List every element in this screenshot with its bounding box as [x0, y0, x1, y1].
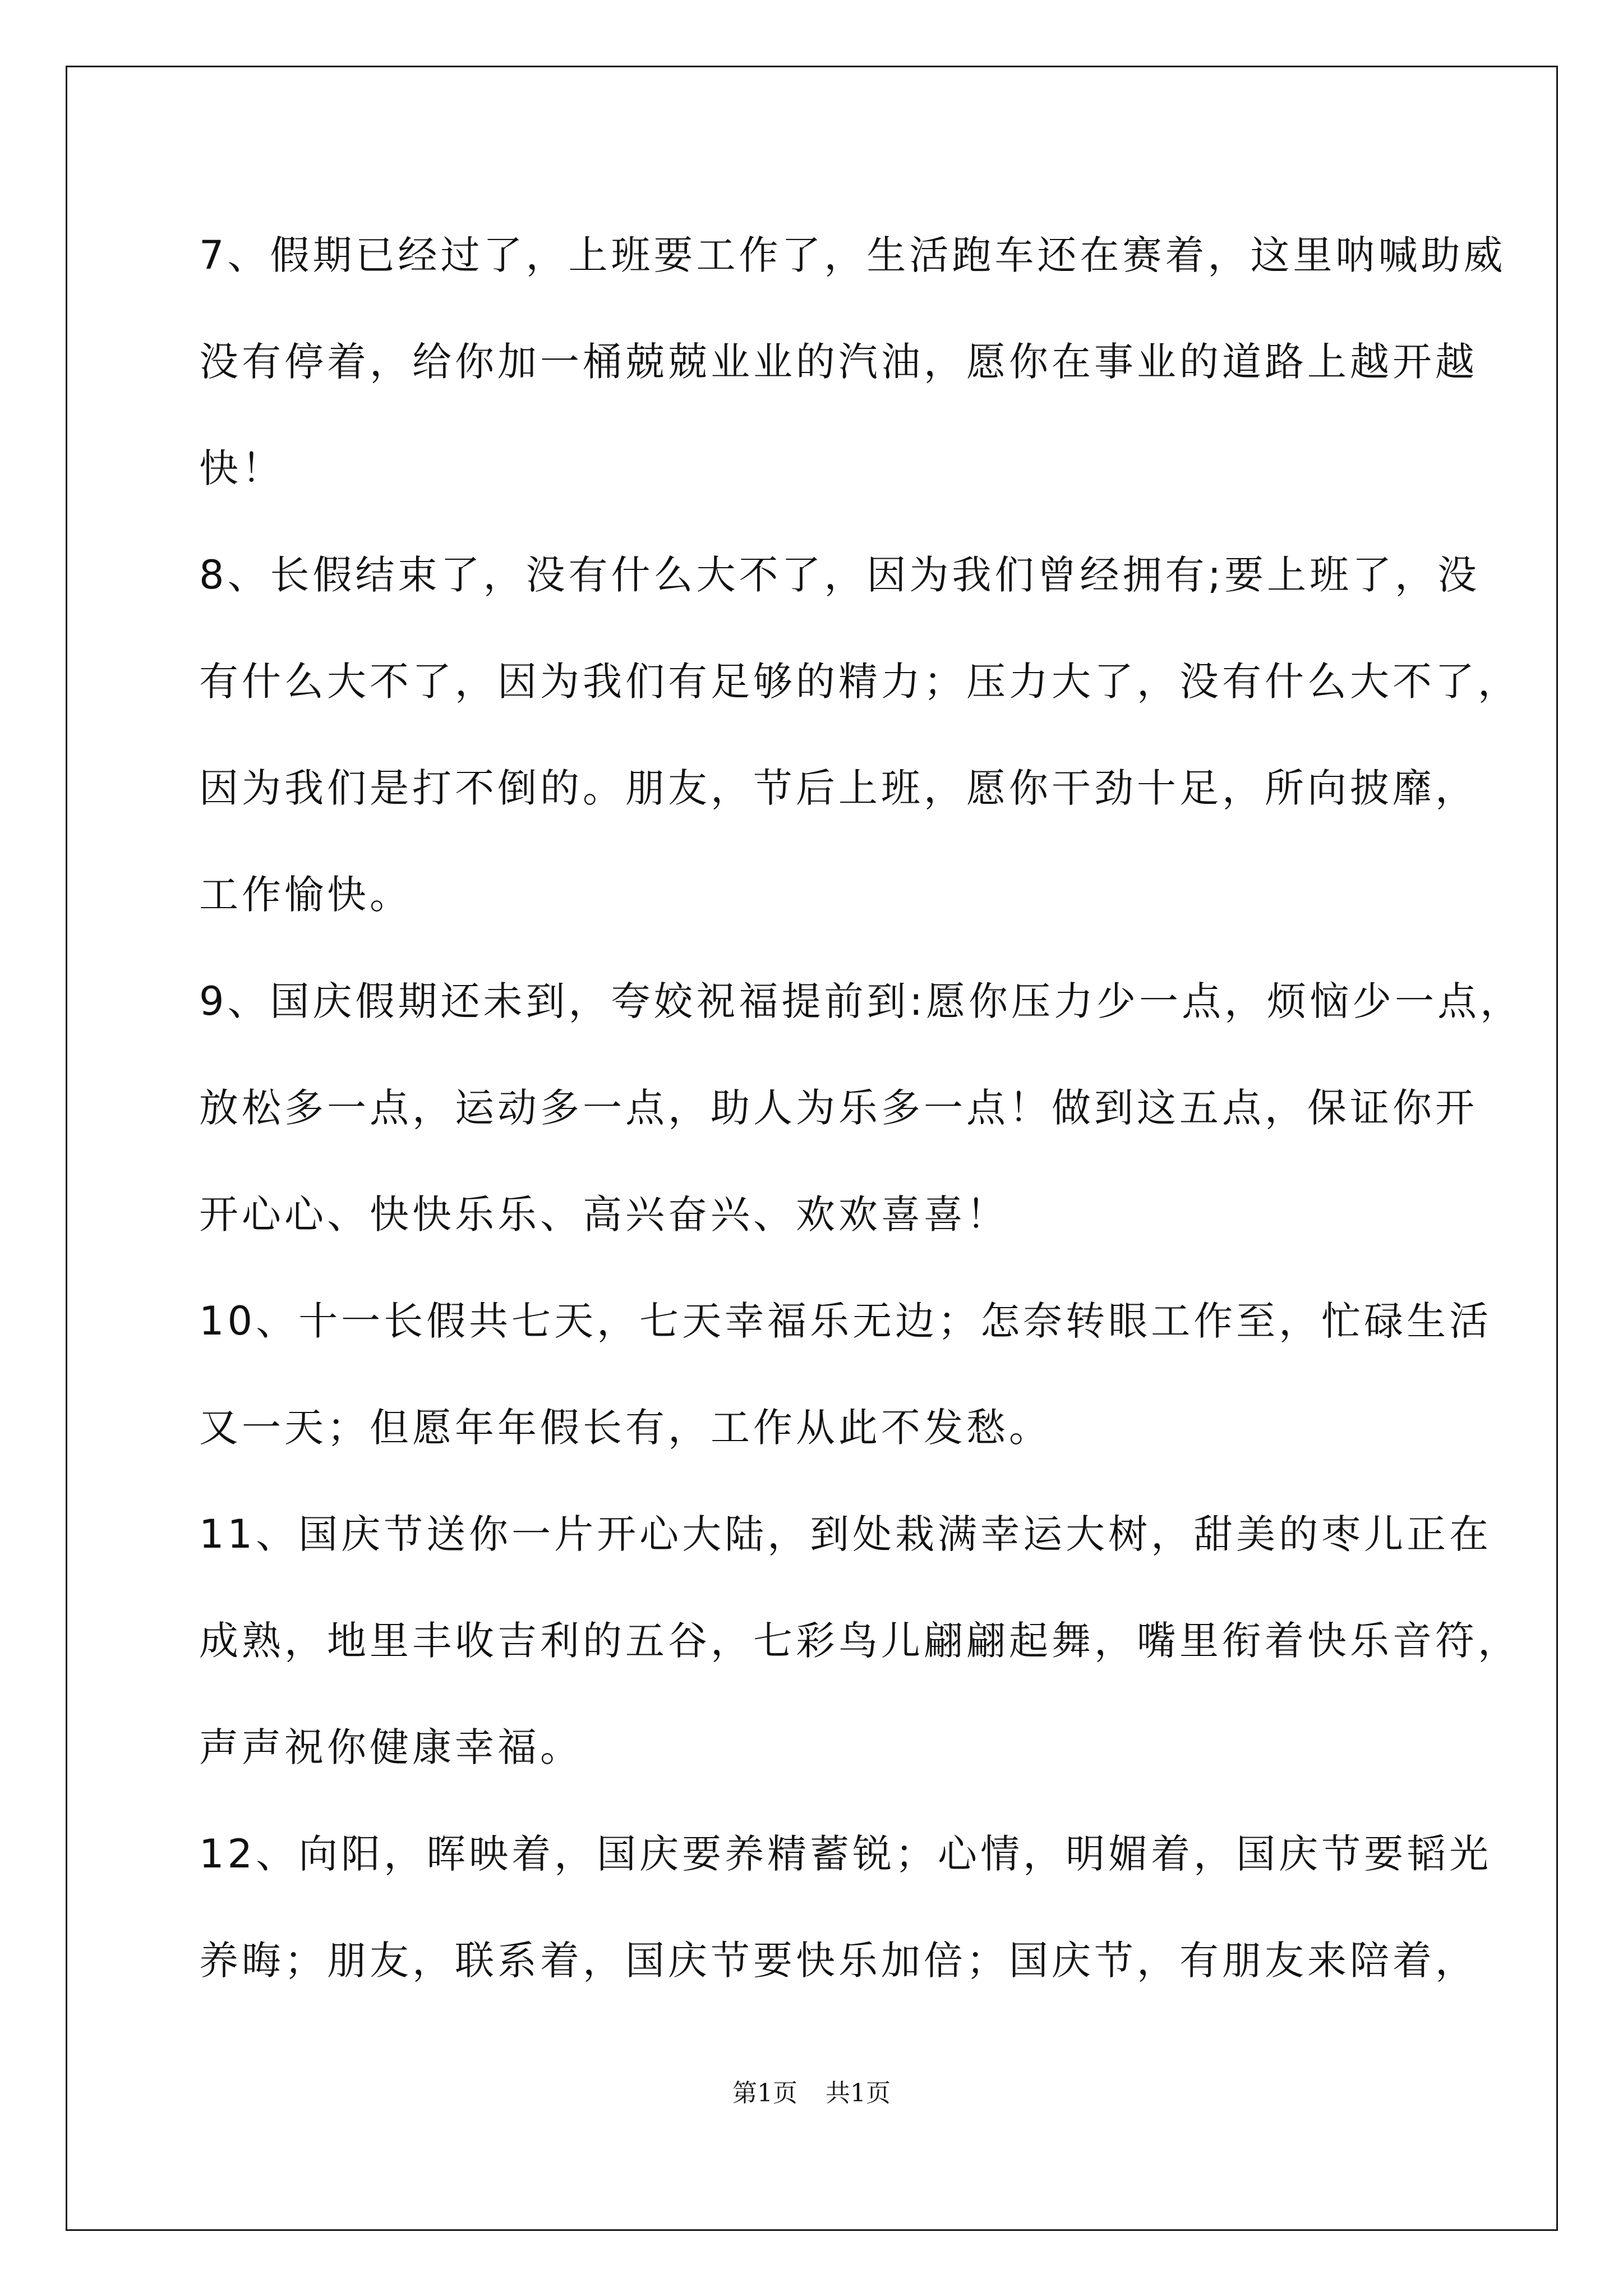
- document-body: [199, 202, 1523, 2014]
- text-line: 12、向阳，晖映着，国庆要养精蓄锐；心情，明媚着，国庆节要韬光: [199, 1831, 1492, 1877]
- text-line: 放松多一点，运动多一点，助人为乐多一点！做到这五点，保证你开: [199, 1085, 1478, 1131]
- text-line: 11、国庆节送你一片开心大陆，到处栽满幸运大树，甜美的枣儿正在: [199, 1511, 1492, 1557]
- text-line: 快！: [199, 445, 284, 491]
- text-line: 因为我们是打不倒的。朋友，节后上班，愿你干劲十足，所向披靡，: [199, 765, 1478, 811]
- text-line: 养晦；朋友，联系着，国庆节要快乐加倍；国庆节，有朋友来陪着，: [199, 1938, 1478, 1984]
- text-line: 工作愉快。: [199, 872, 412, 918]
- text-line: 7、假期已经过了，上班要工作了，生活跑车还在赛着，这里呐喊助威: [199, 232, 1506, 278]
- page-total: 共1页: [826, 2079, 891, 2108]
- text-line: 没有停着，给你加一桶兢兢业业的汽油，愿你在事业的道路上越开越: [199, 339, 1478, 385]
- text-line: 开心心、快快乐乐、高兴奋兴、欢欢喜喜！: [199, 1191, 1009, 1237]
- page-footer: [0, 2073, 1623, 2109]
- text-line: 9、国庆假期还未到，夸姣祝福提前到:愿你压力少一点，烦恼少一点，: [199, 978, 1523, 1024]
- text-line: 10、十一长假共七天，七天幸福乐无边；怎奈转眼工作至，忙碌生活: [199, 1298, 1492, 1344]
- text-line: 成熟，地里丰收吉利的五谷，七彩鸟儿翩翩起舞，嘴里衔着快乐音符，: [199, 1618, 1520, 1664]
- text-line: 有什么大不了，因为我们有足够的精力；压力大了，没有什么大不了，: [199, 659, 1520, 705]
- page-number: 第1页: [732, 2079, 797, 2108]
- text-line: 8、长假结束了，没有什么大不了，因为我们曾经拥有;要上班了，没: [199, 552, 1481, 598]
- text-line: 又一天；但愿年年假长有，工作从此不发愁。: [199, 1405, 1052, 1451]
- text-line: 声声祝你健康幸福。: [199, 1724, 583, 1770]
